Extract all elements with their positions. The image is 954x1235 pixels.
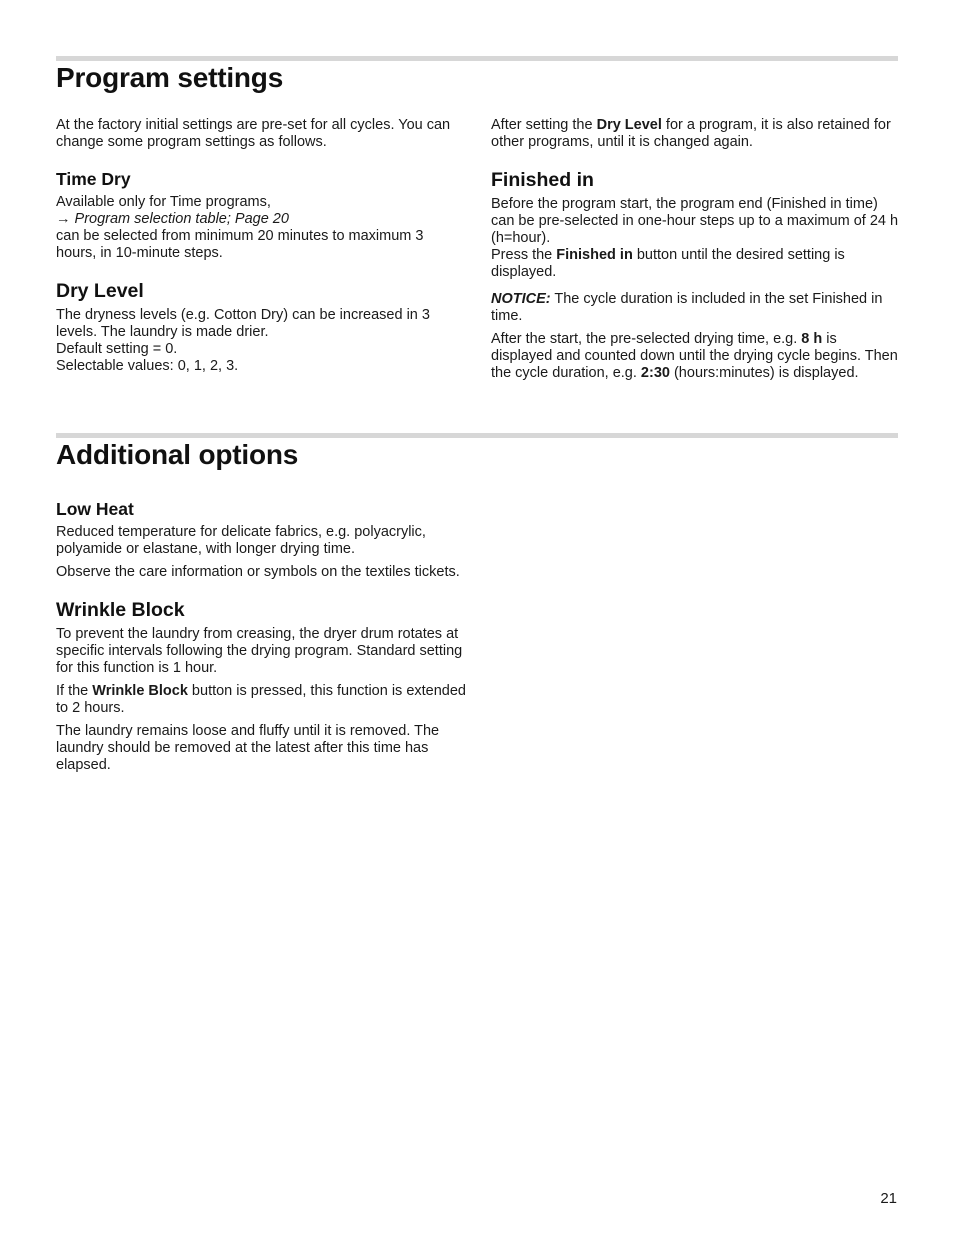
text-span: After the start, the pre-selected drying time, e.g.	[491, 331, 802, 347]
text-span: is displayed and counted down until the drying cycle begins. Then the cycle duration, e.g.	[491, 331, 898, 381]
text-span: (hours:minutes) is displayed.	[669, 365, 859, 381]
finished-in-p1: Before the program start, the program end (Finished in time) can be pre-selected in one-hour steps up to a maximum of 24 h (h=hour).	[491, 196, 899, 246]
text-span: button until the desired setting is displayed.	[491, 247, 845, 280]
heading-low-heat: Low Heat	[56, 499, 134, 519]
section-title-additional-options: Additional options	[56, 439, 299, 470]
section-divider	[56, 433, 898, 438]
low-heat-p2: Observe the care information or symbols on the textiles tickets.	[56, 564, 460, 580]
bold-wrinkle-block: Wrinkle Block	[92, 683, 188, 699]
dry-level-values: Selectable values: 0, 1, 2, 3.	[56, 358, 239, 374]
bold-8h: 8 h	[801, 331, 823, 347]
wrinkle-block-p3: The laundry remains loose and fluffy until it is removed. The laundry should be removed at the latest after this time has elapsed.	[56, 723, 440, 773]
dry-level-p1: The dryness levels (e.g. Cotton Dry) can be increased in 3 levels. The laundry is made drier.	[56, 307, 430, 340]
text-span: After setting the	[491, 117, 597, 133]
section-divider	[56, 56, 898, 61]
bold-2-30: 2:30	[640, 365, 670, 381]
wrinkle-block-p1: To prevent the laundry from creasing, the dryer drum rotates at specific intervals following the drying program. Standard setting for this function is 1 hour.	[56, 626, 463, 676]
dry-level-retained-text	[491, 117, 901, 151]
heading-dry-level: Dry Level	[56, 280, 144, 302]
bold-dry-level: Dry Level	[596, 117, 662, 133]
left-column-program-settings	[56, 117, 466, 381]
countdown-paragraph	[491, 331, 901, 382]
intro-text: At the factory initial settings are pre-set for all cycles. You can change some program settings as follows.	[56, 117, 451, 150]
dry-level-default: Default setting = 0.	[56, 341, 178, 357]
time-dry-text	[56, 194, 466, 262]
heading-time-dry: Time Dry	[56, 169, 131, 189]
program-selection-link[interactable]: Program selection table; Page 20	[74, 211, 289, 227]
notice-label: NOTICE:	[491, 291, 551, 307]
section-title-program-settings: Program settings	[56, 62, 284, 93]
heading-wrinkle-block: Wrinkle Block	[56, 599, 185, 621]
dry-level-text	[56, 307, 466, 375]
arrow-icon: →	[56, 211, 71, 227]
finished-in-text	[491, 196, 901, 281]
text-span: Press the	[491, 247, 557, 263]
left-column-additional-options	[56, 499, 466, 780]
text-span: for a program, it is also retained for other programs, until it is changed again.	[491, 117, 891, 150]
low-heat-p1: Reduced temperature for delicate fabrics, e.g. polyacrylic, polyamide or elastane, with longer drying time.	[56, 524, 426, 557]
bold-finished-in: Finished in	[556, 247, 633, 263]
time-dry-line2: can be selected from minimum 20 minutes to maximum 3 hours, in 10-minute steps.	[56, 228, 424, 261]
heading-finished-in: Finished in	[491, 169, 594, 191]
text-span: button is pressed, this function is extended to 2 hours.	[56, 683, 466, 716]
page-number: 21	[880, 1190, 897, 1207]
notice-paragraph	[491, 291, 901, 325]
wrinkle-block-p2	[56, 683, 466, 717]
time-dry-line1: Available only for Time programs,	[56, 194, 271, 210]
right-column-program-settings	[491, 117, 901, 388]
notice-text: The cycle duration is included in the set Finished in time.	[491, 291, 883, 324]
text-span: If the	[56, 683, 93, 699]
